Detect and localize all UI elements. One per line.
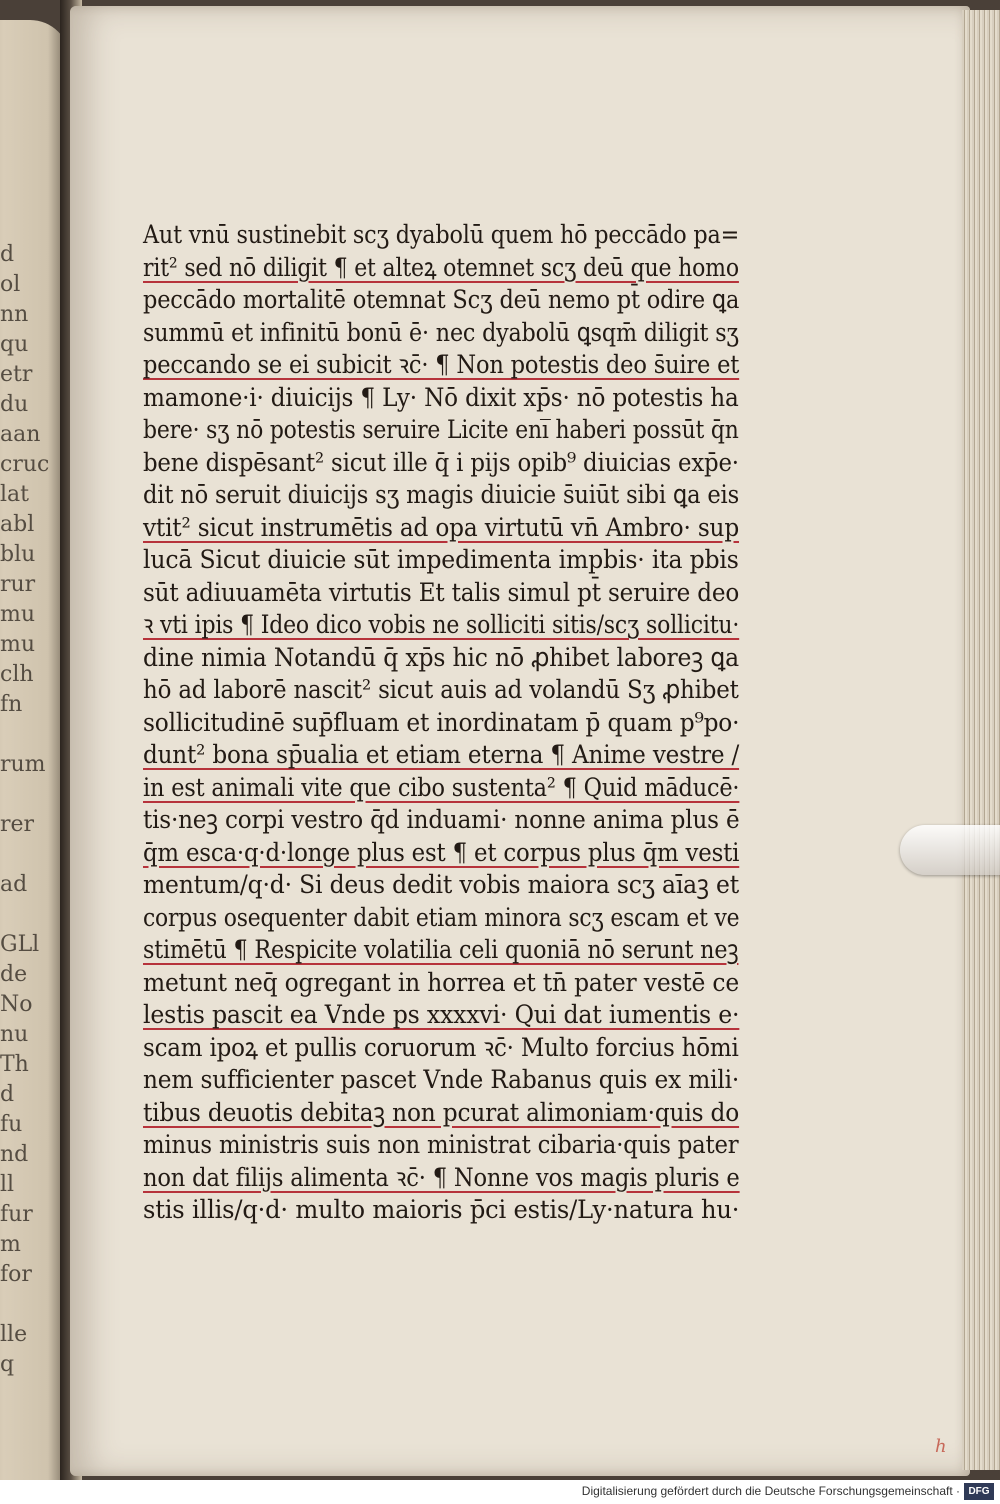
text-line: peccando se ei subicit ꝛc̄· ¶ Non potestis deo s̄uire et (143, 349, 740, 379)
text-line: tis·neꝫ corpi vestro q̄d induami· nonne anima plus ē (143, 804, 740, 834)
text-line: bere· sʒ nō potestis seruire Licite eni̅ haberi possūt q̄n (143, 414, 739, 444)
left-page-text: d ol nn qu etr du aan cruc lat abl blu rur mu mu clh fn rum rer ad GLl de No nu Th d fu nd ll fur m for lle q (0, 242, 50, 1377)
text-line: scam ipoꝝ et pullis coruorum ꝛc̄· Multo forcius hōmi (143, 1031, 739, 1062)
page-edges (962, 10, 1000, 1470)
page-clip (900, 825, 1000, 875)
text-line: sollicitudinē sup̄fluam et inordinatam p̄ quam p⁹po· (143, 706, 740, 737)
text-line: rit² sed nō diligit ¶ et alteꝝ otemnet scʒ deū que homo (143, 251, 739, 282)
text-line: non dat filijs alimenta ꝛc̄· ¶ Nonne vos magis pluris e (143, 1161, 740, 1192)
text-line: bene dispēsant² sicut ille q̄ i pijs opib⁹ diuicias exp̄e· (143, 446, 739, 477)
text-line: lucā Sicut diuicie sūt impedimenta impbis· ita pbis (143, 544, 739, 574)
footer-bar (0, 1480, 1000, 1504)
text-line: peccādo mortalitē otemnat Scʒ deū nemo pt̄ odire ꝗa (143, 284, 740, 314)
dfg-logo: DFG (964, 1483, 994, 1500)
funding-credit: Digitalisierung gefördert durch die Deutsche Forschungsgemeinschaft · (581, 1484, 960, 1498)
text-line: mentum/q·d· Si deus dedit vobis maiora scʒ aīaꝫ et (143, 869, 739, 899)
corner-pencil-mark: h (935, 1436, 947, 1457)
text-line: mamone·i· diuicijs ¶ Ly· Nō dixit xp̄s· nō potestis ha (143, 381, 739, 412)
text-line: dit nō seruit diuicijs sʒ magis diuicie s̄uiūt sibi ꝗa eis (143, 479, 740, 509)
text-line: tibus deuotis debitaꝫ non pcurat alimoniam·quis do (143, 1096, 740, 1127)
text-line: dine nimia Notandū q̄ xp̄s hic nō ꝓhibet laboreꝫ ꝗa (143, 641, 739, 672)
text-line: summū et infinitū bonū ē· nec dyabolū ꝗsqm̄ diligit sʒ (143, 316, 739, 347)
text-line: nem sufficienter pascet Vnde Rabanus quis ex mili· (143, 1064, 740, 1094)
text-line: ꝛ vti ipis ¶ Ideo dico vobis ne solliciti sitis/scʒ sollicitu· (143, 609, 740, 639)
main-text-block (143, 218, 743, 1226)
text-line: vtit² sicut instrumētis ad opa virtutū vn̄ Ambro· sup (143, 511, 739, 542)
text-line: Aut vnū sustinebit scʒ dyabolū quem hō peccādo pa= (143, 219, 740, 249)
text-line: dunt² bona sp̄ualia et etiam eterna ¶ Anime vestre / (143, 739, 740, 769)
text-line: corpus osequenter dabit etiam minora scʒ escam et ve (143, 901, 740, 932)
text-line: minus ministris suis non ministrat cibaria·quis pater (143, 1129, 739, 1159)
text-line: lestis pascit ea Vnde ps xxxxvi· Qui dat iumentis e· (143, 999, 740, 1029)
text-line: metunt neq̄ ogregant in horrea et tn̄ pater vestē ce (143, 966, 739, 997)
text-line: sūt adiuuamēta virtutis Et talis simul pt̄ seruire deo (143, 576, 740, 607)
text-line: in est animali vite que cibo sustenta² ¶ Quid māducē· (143, 771, 740, 802)
text-line: stimētū ¶ Respicite volatilia celi quoniā nō serunt neꝫ (143, 934, 739, 964)
text-line: q̄m esca·q·d·longe plus est ¶ et corpus plus q̄m vesti (143, 836, 740, 867)
text-line: hō ad laborē nascit² sicut auis ad volandū Sʒ ꝓhibet (143, 674, 739, 704)
text-line: stis illis/q·d· multo maioris p̄ci estis/Ly·natura hu· (143, 1194, 740, 1224)
